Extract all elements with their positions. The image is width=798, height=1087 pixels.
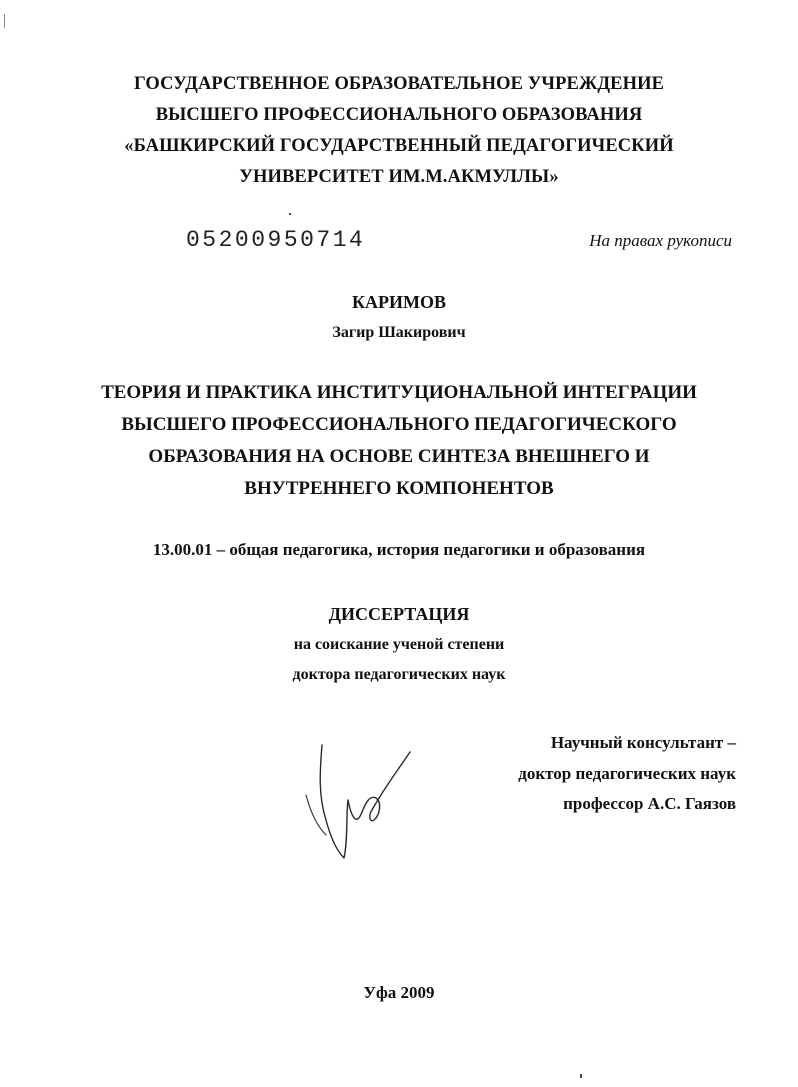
consultant-line-1: Научный консультант – xyxy=(550,733,736,752)
specialty-line: 13.00.01 – общая педагогика, история педагогики и образования xyxy=(152,540,646,559)
institution-line-2: ВЫСШЕГО ПРОФЕССИОНАЛЬНОГО ОБРАЗОВАНИЯ xyxy=(155,105,643,125)
degree-line-1: на соискание ученой степени xyxy=(293,636,505,653)
document-code: 05200950714 xyxy=(186,227,366,253)
scan-speck xyxy=(580,1074,582,1078)
degree-line-2: доктора педагогических наук xyxy=(292,666,506,683)
dissertation-heading: ДИССЕРТАЦИЯ xyxy=(328,604,470,624)
institution-line-4: УНИВЕРСИТЕТ ИМ.М.АКМУЛЛЫ» xyxy=(239,167,559,187)
institution-line-1: ГОСУДАРСТВЕННОЕ ОБРАЗОВАТЕЛЬНОЕ УЧРЕЖДЕНИЕ xyxy=(133,74,665,94)
author-surname: КАРИМОВ xyxy=(351,292,447,312)
institution-line-3: «БАШКИРСКИЙ ГОСУДАРСТВЕННЫЙ ПЕДАГОГИЧЕСКИЙ xyxy=(124,136,674,156)
consultant-line-3: профессор А.С. Гаязов xyxy=(563,794,736,813)
consultant-line-2: доктор педагогических наук xyxy=(518,764,736,783)
place-year: Уфа 2009 xyxy=(363,983,435,1002)
title-line-3: ОБРАЗОВАНИЯ НА ОСНОВЕ СИНТЕЗА ВНЕШНЕГО И xyxy=(148,446,650,467)
title-line-4: ВНУТРЕННЕГО КОМПОНЕНТОВ xyxy=(244,478,554,499)
handwritten-signature xyxy=(296,740,421,865)
author-given-names: Загир Шакирович xyxy=(332,324,466,341)
scan-speck xyxy=(289,213,291,215)
rights-note: На правах рукописи xyxy=(589,231,732,250)
scan-mark xyxy=(4,14,5,28)
title-line-1: ТЕОРИЯ И ПРАКТИКА ИНСТИТУЦИОНАЛЬНОЙ ИНТЕГРАЦИИ xyxy=(101,382,697,403)
title-line-2: ВЫСШЕГО ПРОФЕССИОНАЛЬНОГО ПЕДАГОГИЧЕСКОГО xyxy=(121,414,677,435)
